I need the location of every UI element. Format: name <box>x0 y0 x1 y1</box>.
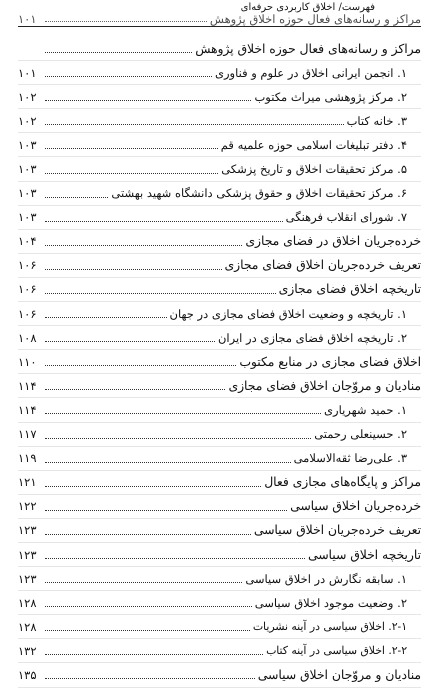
toc-entry[interactable] <box>18 567 421 591</box>
toc-entry-title: ۲. تاریخچه اخلاق فضای مجازی در ایران <box>217 330 407 345</box>
toc-entry[interactable] <box>18 230 421 254</box>
toc-entry[interactable] <box>18 423 421 447</box>
toc-entry-title: منادیان و مروّجان اخلاق فضای مجازی <box>228 378 421 393</box>
toc-entry-title: تعریف خرده‌جریان اخلاق فضای مجازی <box>224 258 421 273</box>
toc-entry-page-number: ۱۲۳ <box>18 547 37 562</box>
toc-entry-title: خرده‌جریان اخلاق در فضای مجازی <box>245 234 421 249</box>
dot-leader <box>45 173 218 174</box>
toc-entry-title: منادیان و مروّجان اخلاق سیاسی <box>257 667 421 682</box>
toc-entry-page-number: ۱۲۸ <box>18 619 37 634</box>
toc-entry[interactable] <box>18 543 421 567</box>
overlap-page-number: ۱۰۱ <box>18 12 37 26</box>
toc-entry[interactable] <box>18 591 421 615</box>
toc-entry-page-number: ۱۳۵ <box>18 667 37 682</box>
toc-entry-title: ۱. تاریخچه و وضعیت اخلاق فضای مجازی در جهان <box>169 306 407 321</box>
toc-entry-title: تعریف خرده‌جریان اخلاق سیاسی <box>253 523 421 538</box>
toc-entry[interactable] <box>18 61 421 85</box>
toc-entry-page-number: ۱۲۱ <box>18 475 37 490</box>
dot-leader <box>45 124 344 125</box>
toc-entry[interactable] <box>18 350 421 374</box>
toc-entry-title: ۳. خانه کتاب <box>346 113 407 128</box>
toc-entry-page-number: ۱۲۳ <box>18 523 37 538</box>
toc-entry[interactable] <box>18 254 421 278</box>
toc-entry-title: ۱. حمید شهریاری <box>324 402 407 417</box>
toc-entry[interactable] <box>18 398 421 422</box>
dot-leader <box>45 269 222 270</box>
running-header: فهرست/ اخلاق کاربردی حرفه‌ای <box>240 2 375 13</box>
header-rule <box>18 26 421 27</box>
dot-leader <box>45 413 321 414</box>
toc-entry-title: ۷. شورای انقلاب فرهنگی <box>285 210 407 225</box>
toc-entry[interactable] <box>18 471 421 495</box>
toc-entry-title: ۲. مرکز پژوهشی میراث مکتوب <box>254 89 407 104</box>
toc-entry[interactable] <box>18 206 421 230</box>
toc-entry-title: ۳. علی‌رضا ثقه‌الاسلامی <box>293 451 407 466</box>
toc-entry[interactable] <box>18 495 421 519</box>
toc-entry-title: اخلاق فضای مجازی در منابع مکتوب <box>239 354 421 369</box>
toc-entry[interactable] <box>18 326 421 350</box>
header-overlap-line <box>18 12 421 26</box>
toc-entry-page-number: ۱۰۳ <box>18 162 37 177</box>
dot-leader <box>45 654 263 655</box>
toc-entry-page-number: ۱۰۴ <box>18 234 37 249</box>
toc-entry[interactable] <box>18 182 421 206</box>
toc-entry[interactable] <box>18 615 421 639</box>
toc-entry-title: ۲-۱. اخلاق سیاسی در آینه نشریات <box>252 620 407 634</box>
dot-leader <box>45 148 218 149</box>
toc-entry-page-number: ۱۱۰ <box>18 354 37 369</box>
toc-entry-page-number: ۱۳۲ <box>18 643 37 658</box>
dot-leader <box>45 245 242 246</box>
toc-entry-title: ۲. وضعیت موجود اخلاق سیاسی <box>254 595 407 610</box>
dot-leader <box>45 317 167 318</box>
toc-entry[interactable] <box>18 278 421 302</box>
toc-entry[interactable] <box>18 85 421 109</box>
toc-entry-title: خرده‌جریان اخلاق سیاسی <box>290 499 421 514</box>
toc-entry-page-number: ۱۰۸ <box>18 330 37 345</box>
toc-entry[interactable] <box>18 374 421 398</box>
toc-entry-page-number: ۱۱۴ <box>18 402 37 417</box>
dot-leader <box>45 582 242 583</box>
toc-entry[interactable] <box>18 663 421 687</box>
dot-leader <box>45 558 305 559</box>
dot-leader <box>45 389 225 390</box>
toc-entry-page-number: ۱۰۲ <box>18 89 37 104</box>
dot-leader <box>45 197 108 198</box>
toc-entry-page-number: ۱۰۲ <box>18 113 37 128</box>
toc-entry-page-number: ۱۰۳ <box>18 137 37 152</box>
dot-leader <box>45 341 215 342</box>
toc-entry[interactable] <box>18 519 421 543</box>
toc-entry-title: ۲-۲. اخلاق سیاسی در آینه کتاب <box>266 644 407 658</box>
toc-entry[interactable] <box>18 447 421 471</box>
toc-entry-page-number: ۱۰۶ <box>18 258 37 273</box>
dot-leader <box>45 221 283 222</box>
table-of-contents <box>18 37 421 688</box>
dot-leader <box>45 486 261 487</box>
toc-entry-page-number: ۱۱۴ <box>18 378 37 393</box>
toc-entry[interactable] <box>18 37 421 61</box>
dot-leader <box>45 365 236 366</box>
toc-entry-title: تاریخچه اخلاق فضای مجازی <box>278 282 421 297</box>
toc-entry-title: ۱. انجمن ایرانی اخلاق در علوم و فناوری <box>214 65 407 80</box>
dot-leader <box>45 100 251 101</box>
dot-leader <box>45 76 212 77</box>
dot-leader <box>45 438 311 439</box>
toc-entry-title: مراکز و رسانه‌های فعال حوزه اخلاق پژوهش <box>195 41 421 56</box>
dot-leader <box>45 534 251 535</box>
toc-entry-page-number: ۱۰۳ <box>18 186 37 201</box>
toc-entry-page-number: ۱۲۲ <box>18 499 37 514</box>
dot-leader <box>45 510 287 511</box>
toc-entry-page-number: ۱۲۸ <box>18 595 37 610</box>
dot-leader <box>45 52 192 53</box>
toc-entry-page-number: ۱۰۱ <box>18 65 37 80</box>
toc-entry-page-number: ۱۰۶ <box>18 282 37 297</box>
toc-entry-title: ۴. دفتر تبلیغات اسلامی حوزه علمیه قم <box>220 137 407 152</box>
toc-entry-title: ۶. مرکز تحقیقات اخلاق و حقوق پزشکی دانشگاه شهید بهشتی <box>111 186 407 201</box>
dot-leader <box>45 606 252 607</box>
dot-leader <box>45 678 255 679</box>
toc-entry-page-number: ۱۱۷ <box>18 427 37 442</box>
toc-entry-page-number: ۱۱۹ <box>18 451 37 466</box>
toc-entry-page-number: ۱۲۳ <box>18 571 37 586</box>
dot-leader <box>45 21 207 22</box>
toc-entry[interactable] <box>18 133 421 157</box>
toc-entry[interactable] <box>18 157 421 181</box>
toc-entry-title: ۵. مرکز تحقیقات اخلاق و تاریخ پزشکی <box>221 162 407 177</box>
toc-entry[interactable] <box>18 109 421 133</box>
toc-entry-title: ۲. حسینعلی رحمتی <box>314 427 407 442</box>
toc-entry-title: مراکز و پایگاه‌های مجازی فعال <box>264 475 421 490</box>
dot-leader <box>45 462 291 463</box>
toc-entry[interactable] <box>18 302 421 326</box>
toc-entry-title: تاریخچه اخلاق سیاسی <box>307 547 421 562</box>
overlap-title: مراکز و رسانه‌های فعال حوزه اخلاق پژوهش <box>209 12 421 26</box>
dot-leader <box>45 630 250 631</box>
dot-leader <box>45 293 276 294</box>
toc-entry-title: ۱. سابقه نگارش در اخلاق سیاسی <box>245 571 407 586</box>
toc-entry-page-number: ۱۰۳ <box>18 210 37 225</box>
toc-entry-page-number: ۱۰۶ <box>18 306 37 321</box>
toc-entry[interactable] <box>18 639 421 663</box>
